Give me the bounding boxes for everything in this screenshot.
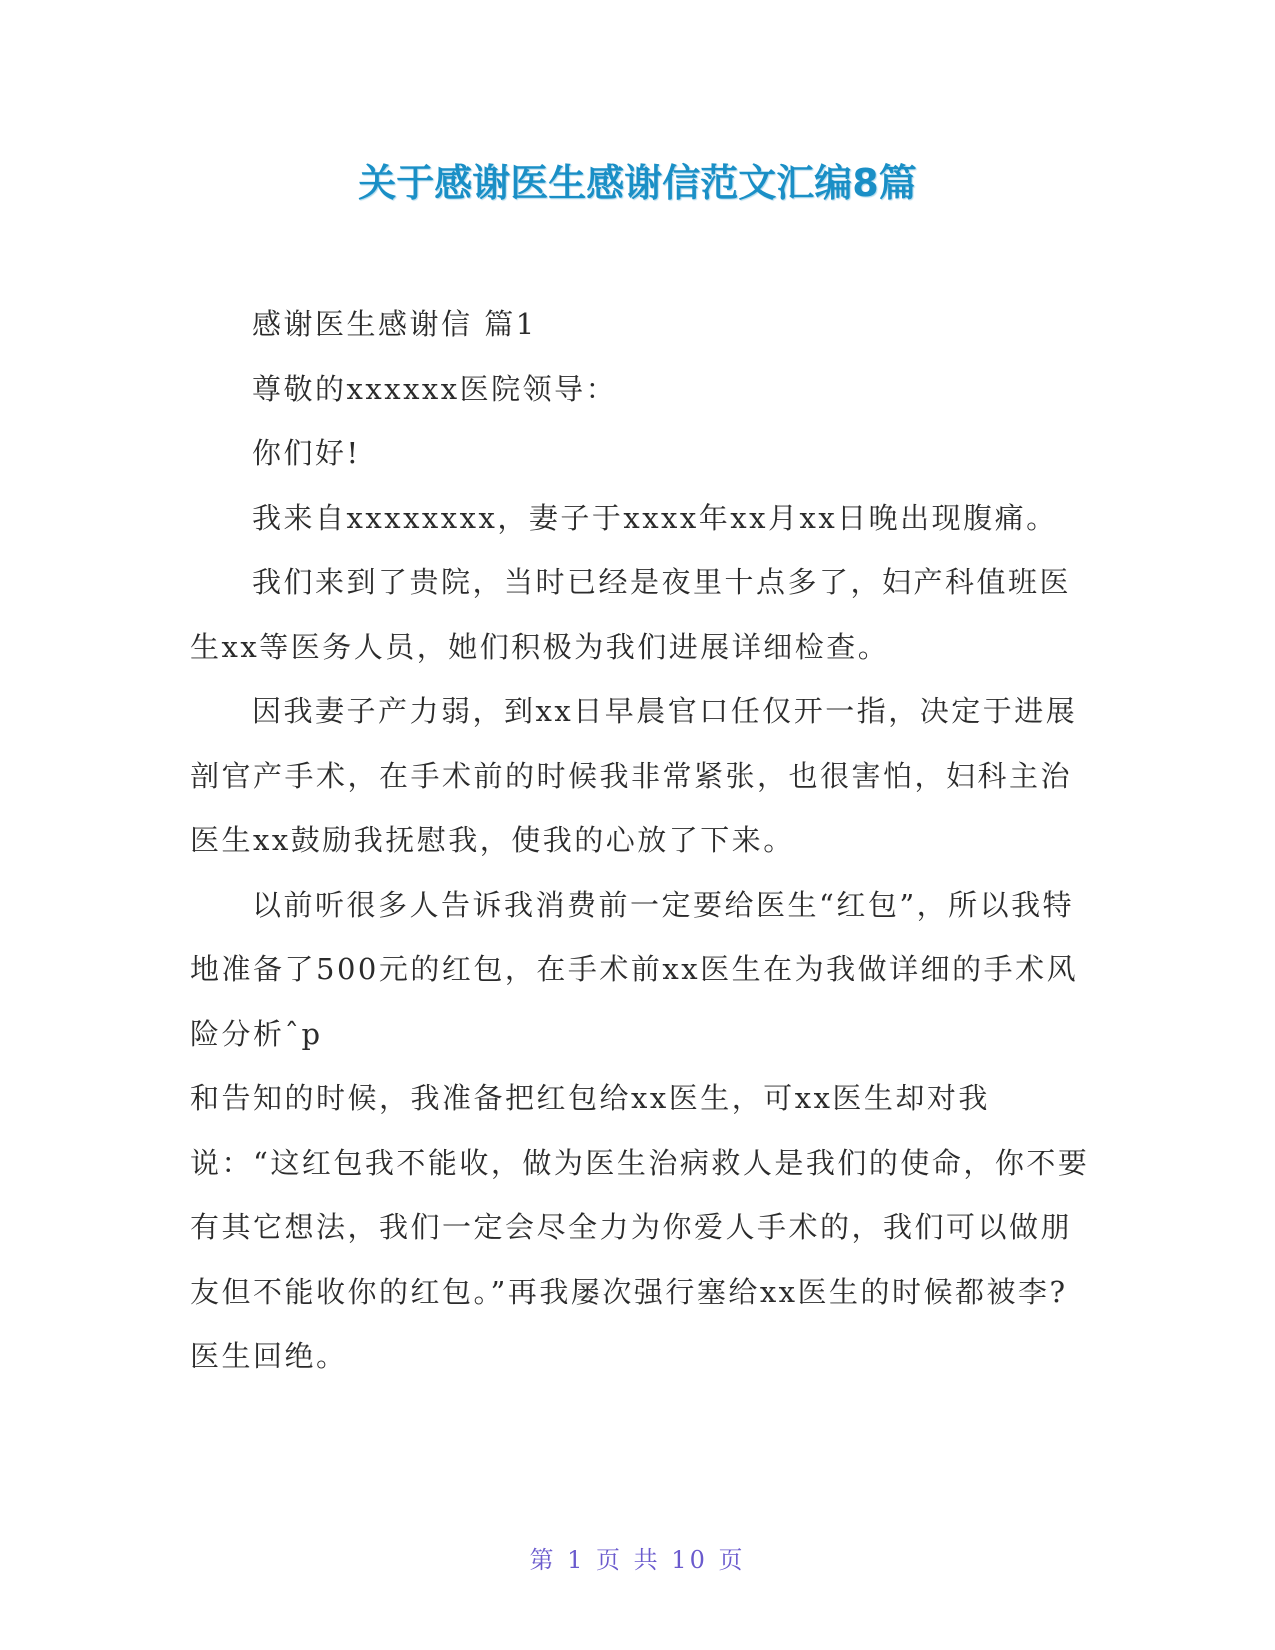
document-title: 关于感谢医生感谢信范文汇编8篇 xyxy=(358,161,917,205)
section-heading: 感谢医生感谢信 篇1 xyxy=(252,307,537,341)
document-body xyxy=(190,292,1090,1389)
body-paragraph: 因我妻子产力弱，到xx日早晨官口任仅开一指，决定于进展剖官产手术，在手术前的时候我非常紧张，也很害怕，妇科主治医生xx鼓励我抚慰我，使我的心放了下来。 xyxy=(190,694,1078,857)
body-paragraph: 和告知的时候，我准备把红包给xx医生，可xx医生却对我说：“这红包我不能收，做为医生治病救人是我们的使命，你不要有其它想法，我们一定会尽全力为你爱人手术的，我们可以做朋友但不能收你的红包。”再我屡次强行塞给xx医生的时候都被李?医生回绝。 xyxy=(190,1081,1090,1373)
page-number-footer: 第 1 页 共 10 页 xyxy=(529,1546,746,1574)
body-paragraph: 我来自xxxxxxxx，妻子于xxxx年xx月xx日晚出现腹痛。 xyxy=(252,500,1058,535)
salutation: 尊敬的xxxxxx医院领导： xyxy=(252,371,618,406)
body-paragraph: 我们来到了贵院，当时已经是夜里十点多了，妇产科值班医生xx等医务人员，她们积极为我们进展详细检查。 xyxy=(190,565,1072,664)
body-paragraph: 以前听很多人告诉我消费前一定要给医生“红包”，所以我特地准备了500元的红包，在手术前xx医生在为我做详细的手术风险分析ˆp xyxy=(190,887,1079,1051)
greeting: 你们好! xyxy=(252,436,361,470)
